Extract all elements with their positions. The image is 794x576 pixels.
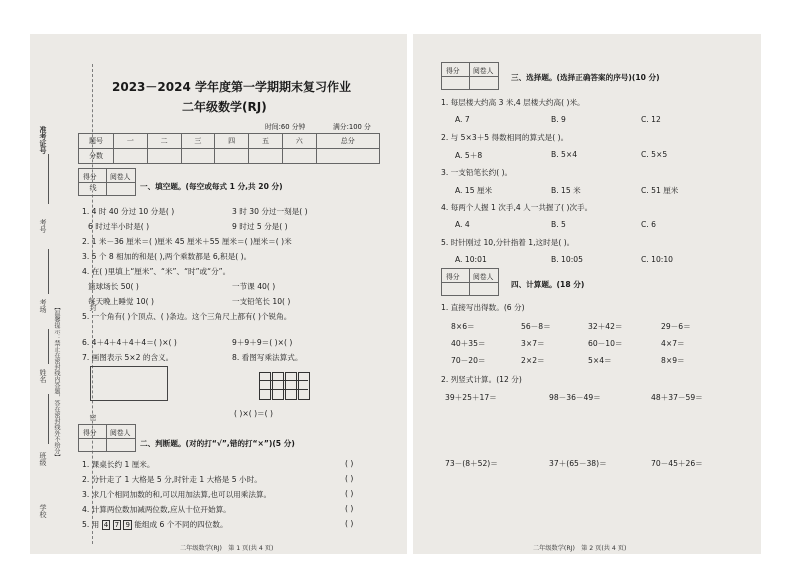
score-col-total: 总分 bbox=[316, 134, 379, 149]
judge-answer-4[interactable]: ( ) bbox=[345, 504, 354, 513]
notice-text: 【温馨提示：禁止在密封线内答题，答在密封线外不给分】 bbox=[53, 304, 60, 460]
choice-q5-c[interactable]: C. 10:10 bbox=[641, 255, 674, 264]
judge-1: 1. 课桌长约 1 厘米。 bbox=[82, 460, 155, 469]
score-col-4: 四 bbox=[215, 134, 249, 149]
q4-item-c: 每天晚上睡觉 10( ) bbox=[88, 297, 154, 306]
choice-q4-a[interactable]: A. 4 bbox=[455, 220, 470, 229]
q4-item-a: 篮球场长 50( ) bbox=[88, 282, 139, 291]
q3-text: 3. 5 个 8 相加的和是( ),两个乘数都是 6,积是( )。 bbox=[82, 252, 252, 261]
score-col-5: 五 bbox=[249, 134, 283, 149]
judge-answer-5[interactable]: ( ) bbox=[345, 519, 354, 528]
name-label: 姓名 bbox=[39, 369, 47, 383]
vertical-calc-2[interactable]: 98－36－49＝ bbox=[549, 393, 601, 402]
choice-q3-a[interactable]: A. 15 厘米 bbox=[455, 186, 493, 195]
choice-q2-a[interactable]: A. 5＋8 bbox=[455, 151, 483, 160]
badge-score-label: 得分 bbox=[446, 273, 460, 281]
judge-3: 3. 求几个相同加数的和,可以用加法算,也可以用乘法算。 bbox=[82, 490, 272, 499]
drawing-box[interactable] bbox=[90, 366, 168, 401]
digit-card-3: 9 bbox=[125, 521, 130, 529]
badge-grader-label: 阅卷人 bbox=[473, 273, 494, 281]
section-4-heading: 四、计算题。(18 分) bbox=[511, 280, 585, 289]
exam-subtitle: 二年级数学(RJ) bbox=[182, 100, 267, 114]
score-cell[interactable] bbox=[215, 149, 249, 164]
page-1-footer: 二年级数学(RJ) 第 1 页(共 4 页) bbox=[180, 545, 274, 552]
q7-text: 7. 画图表示 5×2 的含义。 bbox=[82, 353, 174, 362]
judge-5 bbox=[82, 519, 228, 530]
exam-title: 2023－2024 学年度第一学期期末复习作业 bbox=[112, 80, 351, 94]
vertical-calc-5[interactable]: 37＋(65－38)＝ bbox=[549, 459, 607, 468]
q6-text-b: 9＋9＋9＝( )×( ) bbox=[232, 338, 293, 347]
q6-text-a: 6. 4＋4＋4＋4＋4＝( )×( ) bbox=[82, 338, 177, 347]
direct-calc[interactable]: 32＋42＝ bbox=[588, 322, 623, 331]
score-row-label: 分数 bbox=[79, 149, 114, 164]
exam-page-2 bbox=[413, 34, 761, 554]
badge-score-label: 得分 bbox=[446, 67, 460, 75]
choice-q2-b[interactable]: B. 5×4 bbox=[551, 150, 578, 159]
judge-answer-1[interactable]: ( ) bbox=[345, 459, 354, 468]
score-col-6: 六 bbox=[282, 134, 316, 149]
room-blank[interactable] bbox=[48, 329, 49, 364]
score-cell[interactable] bbox=[181, 149, 215, 164]
direct-calc[interactable]: 8×6＝ bbox=[451, 322, 475, 331]
badge-grader-label: 阅卷人 bbox=[110, 173, 131, 181]
choice-q5-a[interactable]: A. 10:01 bbox=[455, 255, 487, 264]
q8-text: 8. 看图写乘法算式。 bbox=[232, 353, 303, 362]
choice-q3-text: 3. 一支铅笔长约( )。 bbox=[441, 168, 513, 177]
section-2-heading: 二、判断题。(对的打“√”,错的打“×”)(5 分) bbox=[140, 439, 295, 448]
choice-q1-a[interactable]: A. 7 bbox=[455, 115, 470, 124]
room-label: 考场 bbox=[39, 299, 47, 313]
q4-text: 4. 在( )里填上“厘米”、“米”、“时”或“分”。 bbox=[82, 267, 231, 276]
q8-answer: ( )×( )＝( ) bbox=[234, 409, 273, 418]
exam-no-blank[interactable] bbox=[48, 154, 49, 204]
direct-calc[interactable]: 2×2＝ bbox=[521, 356, 545, 365]
seal-mark-line: 线 bbox=[89, 184, 97, 191]
score-col-1: 一 bbox=[114, 134, 148, 149]
choice-q2-c[interactable]: C. 5×5 bbox=[641, 150, 668, 159]
direct-calc[interactable]: 70－20＝ bbox=[451, 356, 486, 365]
seal-mark-seal: 封 bbox=[89, 304, 97, 311]
choice-q4-text: 4. 每两个人握 1 次手,4 人一共握了( )次手。 bbox=[441, 203, 593, 212]
score-table-header: 题号 bbox=[79, 134, 114, 149]
direct-calc[interactable]: 3×7＝ bbox=[521, 339, 545, 348]
seat-blank[interactable] bbox=[48, 249, 49, 294]
choice-q3-b[interactable]: B. 15 米 bbox=[551, 186, 581, 195]
judge-5-suffix: 能组成 6 个不同的四位数。 bbox=[134, 520, 228, 529]
direct-calc[interactable]: 8×9＝ bbox=[661, 356, 685, 365]
direct-calc[interactable]: 5×4＝ bbox=[588, 356, 612, 365]
grader-badge-2 bbox=[78, 424, 136, 452]
choice-q1-text: 1. 每层楼大约高 3 米,4 层楼大约高( )米。 bbox=[441, 98, 585, 107]
school-label: 学校 bbox=[39, 504, 47, 518]
time-info: 时间:60 分钟 bbox=[265, 123, 306, 131]
q1-text-c: 6 时过半小时是( ) bbox=[88, 222, 150, 231]
choice-q4-c[interactable]: C. 6 bbox=[641, 220, 656, 229]
section-1-heading: 一、填空题。(每空或每式 1 分,共 20 分) bbox=[140, 182, 283, 191]
q4-item-d: 一支铅笔长 10( ) bbox=[232, 297, 291, 306]
score-cell[interactable] bbox=[114, 149, 148, 164]
score-cell[interactable] bbox=[282, 149, 316, 164]
choice-q1-b[interactable]: B. 9 bbox=[551, 115, 566, 124]
judge-5-prefix: 5. 用 bbox=[82, 520, 100, 529]
vertical-calc-1[interactable]: 39＋25＋17＝ bbox=[445, 393, 497, 402]
seal-mark-secret: 密 bbox=[89, 414, 97, 421]
seat-label: 考号 bbox=[39, 219, 47, 233]
vertical-calc-6[interactable]: 70－45＋26＝ bbox=[651, 459, 703, 468]
judge-4: 4. 计算两位数加减两位数,应从十位开始算。 bbox=[82, 505, 231, 514]
score-cell[interactable] bbox=[147, 149, 181, 164]
q2-text: 2. 1 米－36 厘米＝( )厘米 45 厘米＋55 厘米＝( )厘米＝( )米 bbox=[82, 237, 292, 246]
score-col-2: 二 bbox=[147, 134, 181, 149]
digit-card-1: 4 bbox=[103, 521, 109, 529]
direct-calc[interactable]: 29－6＝ bbox=[661, 322, 691, 331]
score-table bbox=[78, 133, 380, 164]
direct-calc[interactable]: 40＋35＝ bbox=[451, 339, 486, 348]
badge-score-label: 得分 bbox=[83, 429, 97, 437]
vertical-calc-3[interactable]: 48＋37－59＝ bbox=[651, 393, 703, 402]
vertical-calc-title: 2. 列竖式计算。(12 分) bbox=[441, 375, 522, 384]
score-cell[interactable] bbox=[249, 149, 283, 164]
badge-score-label: 得分 bbox=[83, 173, 97, 181]
judge-2: 2. 分针走了 1 大格是 5 分,时针走 1 大格是 5 小时。 bbox=[82, 475, 262, 484]
judge-answer-3[interactable]: ( ) bbox=[345, 489, 354, 498]
q5-text: 5. 一个角有( )个顶点、( )条边。这个三角尺上都有( )个锐角。 bbox=[82, 312, 292, 321]
grader-badge-3 bbox=[441, 62, 499, 90]
page-2-footer: 二年级数学(RJ) 第 2 页(共 4 页) bbox=[533, 545, 627, 552]
exam-no-label: 准考证号 bbox=[39, 126, 47, 154]
choice-q3-c[interactable]: C. 51 厘米 bbox=[641, 186, 679, 195]
vertical-calc-4[interactable]: 73－(8＋52)＝ bbox=[445, 459, 498, 468]
choice-q5-text: 5. 时针刚过 10,分针指着 1,这时是( )。 bbox=[441, 238, 575, 247]
name-blank[interactable] bbox=[48, 394, 49, 444]
score-cell[interactable] bbox=[316, 149, 379, 164]
judge-answer-2[interactable]: ( ) bbox=[345, 474, 354, 483]
q1-text-d: 9 时过 5 分是( ) bbox=[232, 222, 288, 231]
direct-calc-title: 1. 直接写出得数。(6 分) bbox=[441, 303, 525, 312]
class-label: 班级 bbox=[39, 452, 47, 466]
exam-page-1 bbox=[30, 34, 407, 554]
direct-calc[interactable]: 56－8＝ bbox=[521, 322, 551, 331]
direct-calc[interactable]: 60－10＝ bbox=[588, 339, 623, 348]
score-col-3: 三 bbox=[181, 134, 215, 149]
section-3-heading: 三、选择题。(选择正确答案的序号)(10 分) bbox=[511, 73, 660, 82]
grader-badge-1 bbox=[78, 168, 136, 196]
choice-q1-c[interactable]: C. 12 bbox=[641, 115, 661, 124]
badge-grader-label: 阅卷人 bbox=[110, 429, 131, 437]
choice-q2-text: 2. 与 5×3＋5 得数相同的算式是( )。 bbox=[441, 133, 569, 142]
choice-q4-b[interactable]: B. 5 bbox=[551, 220, 566, 229]
score-info: 满分:100 分 bbox=[333, 123, 371, 131]
grader-badge-4 bbox=[441, 268, 499, 296]
q4-item-b: 一节课 40( ) bbox=[232, 282, 276, 291]
q1-text-b: 3 时 30 分过一刻是( ) bbox=[232, 207, 308, 216]
badge-grader-label: 阅卷人 bbox=[473, 67, 494, 75]
digit-card-2: 7 bbox=[114, 521, 120, 529]
q1-text-a: 1. 4 时 40 分过 10 分是( ) bbox=[82, 207, 175, 216]
choice-q5-b[interactable]: B. 10:05 bbox=[551, 255, 583, 264]
direct-calc[interactable]: 4×7＝ bbox=[661, 339, 685, 348]
